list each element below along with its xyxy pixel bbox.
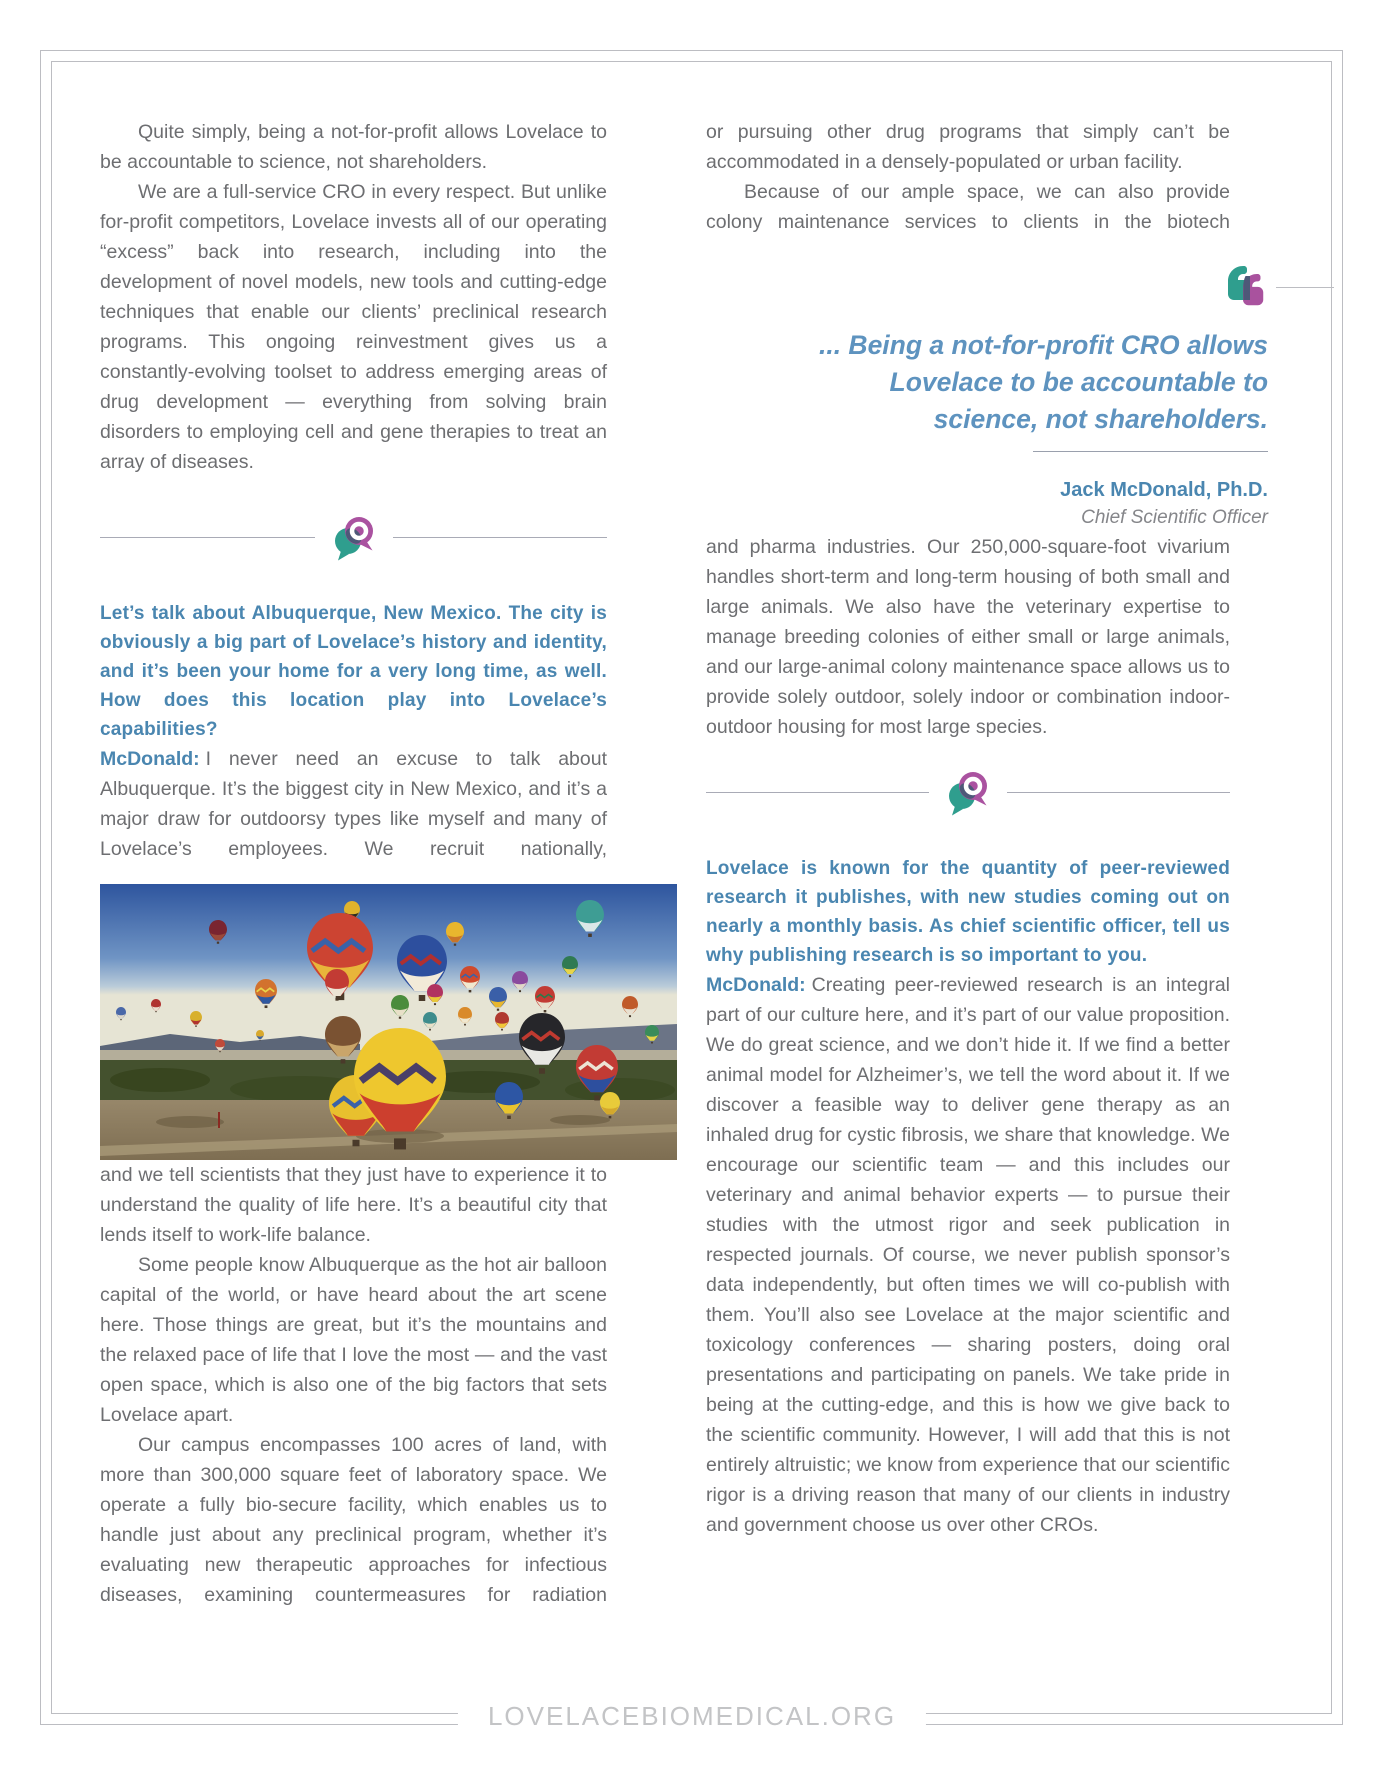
body-paragraph: Quite simply, being a not-for-profit allows Lovelace to be accountable to science, not shareholders. xyxy=(100,121,607,173)
answer-paragraph: Some people know Albuquerque as the hot air balloon capital of the world, or have heard about the art scene here. Those things are great, but it’s the mountains and the relaxed pace of life that I love the most — and the vast open space, which is also one of the big factors that sets Lovelace apart. xyxy=(100,1254,607,1426)
chat-bubbles-icon xyxy=(945,768,991,816)
footer-url[interactable]: LOVELACEBIOMEDICAL.ORG xyxy=(458,1694,926,1738)
interview-question: Lovelace is known for the quantity of peer-reviewed research it publishes, with new studies coming out on nearly a monthly basis. As chief scientific officer, tell us why publishing research is so important to you. xyxy=(706,858,1230,966)
body-paragraph: Because of our ample space, we can also provide colony maintenance services to clients in the biotech xyxy=(706,181,1230,233)
divider-line xyxy=(706,792,929,793)
attribution-name: Jack McDonald, Ph.D. xyxy=(1060,479,1268,501)
answer-paragraph xyxy=(100,744,607,864)
quote-rule xyxy=(1033,451,1268,452)
balloon-photo xyxy=(100,884,677,1160)
section-divider xyxy=(100,513,607,561)
quote-marks-icon xyxy=(1226,263,1268,311)
pull-quote-line: Lovelace to be accountable to xyxy=(889,367,1268,397)
chat-bubbles-icon xyxy=(331,513,377,561)
left-column xyxy=(100,117,607,1610)
answer-paragraph: and we tell scientists that they just have to experience it to understand the quality of life here. It’s a beautiful city that lends itself to work-life balance. xyxy=(100,1164,607,1246)
answer-text: I never need an excuse to talk about Albuquerque. It’s the biggest city in New Mexico, and it’s a major draw for outdoorsy types like myself and many of Lovelace’s employees. We recruit nationally, xyxy=(100,748,607,860)
answer-paragraph xyxy=(706,970,1230,1540)
pull-quote-line: ... Being a not-for-profit CRO allows xyxy=(818,330,1268,360)
pull-quote-line: science, not shareholders. xyxy=(933,404,1268,434)
divider-line xyxy=(100,537,315,538)
interview-question: Let’s talk about Albuquerque, New Mexico. The city is obviously a big part of Lovelace’s history and identity, and it’s been your home for a very long time, as well. How does this location play into Lovelace’s capabilities? xyxy=(100,603,607,740)
answer-text: Creating peer-reviewed research is an integral part of our culture here, and it’s part of our value proposition. We do great science, and we don’t hide it. If we find a better animal model for Alzheimer’s, we tell the word about it. If we discover a feasible way to deliver gene therapy as an inhaled drug for cystic fibrosis, we share that knowledge. We encourage our scientific team — and this includes our veterinary and animal behavior experts — to pursue their studies with the utmost rigor and seek publication in respected journals. Of course, we never publish sponsor’s data independently, but often times we will co-publish with them. You’ll also see Lovelace at the major scientific and toxicology conferences — sharing posters, doing oral presentations and participating on panels. We take pride in being at the cutting-edge, and this is how we give back to the scientific community. However, I will add that this is not entirely altruistic; we know from experience that our scientific rigor is a driving reason that many of our clients in industry and government choose us over other CROs. xyxy=(706,974,1230,1536)
quote-connector-line xyxy=(1276,287,1334,288)
divider-line xyxy=(1007,792,1230,793)
pull-quote-block xyxy=(706,263,1268,532)
section-divider xyxy=(706,768,1230,816)
body-paragraph: or pursuing other drug programs that simply can’t be accommodated in a densely-populated or urban facility. xyxy=(706,121,1230,173)
divider-line xyxy=(393,537,608,538)
right-column xyxy=(706,117,1268,1540)
speaker-label: McDonald: xyxy=(100,748,200,770)
pull-quote xyxy=(706,327,1268,438)
body-paragraph: and pharma industries. Our 250,000-square-foot vivarium handles short-term and long-term housing of both small and large animals. We also have the veterinary expertise to manage breeding colonies of either small or large animals, and our large-animal colony maintenance space allows us to provide solely outdoor, solely indoor or combination indoor-outdoor housing for most large species. xyxy=(706,536,1230,738)
attribution-title: Chief Scientific Officer xyxy=(1081,507,1268,528)
speaker-label: McDonald: xyxy=(706,974,806,996)
answer-paragraph: Our campus encompasses 100 acres of land, with more than 300,000 square feet of laboratory space. We operate a fully bio-secure facility, which enables us to handle just about any preclinical program, whether it’s evaluating new therapeutic approaches for infectious diseases, examining countermeasures for radiation xyxy=(100,1434,607,1606)
body-paragraph: We are a full-service CRO in every respect. But unlike for-profit competitors, Lovelace invests all of our operating “excess” back into research, including into the development of novel models, new tools and cutting-edge techniques that enable our clients’ preclinical research programs. This ongoing reinvestment gives us a constantly-evolving toolset to address emerging areas of drug development — everything from solving brain disorders to employing cell and gene therapies to treat an array of diseases. xyxy=(100,181,607,473)
